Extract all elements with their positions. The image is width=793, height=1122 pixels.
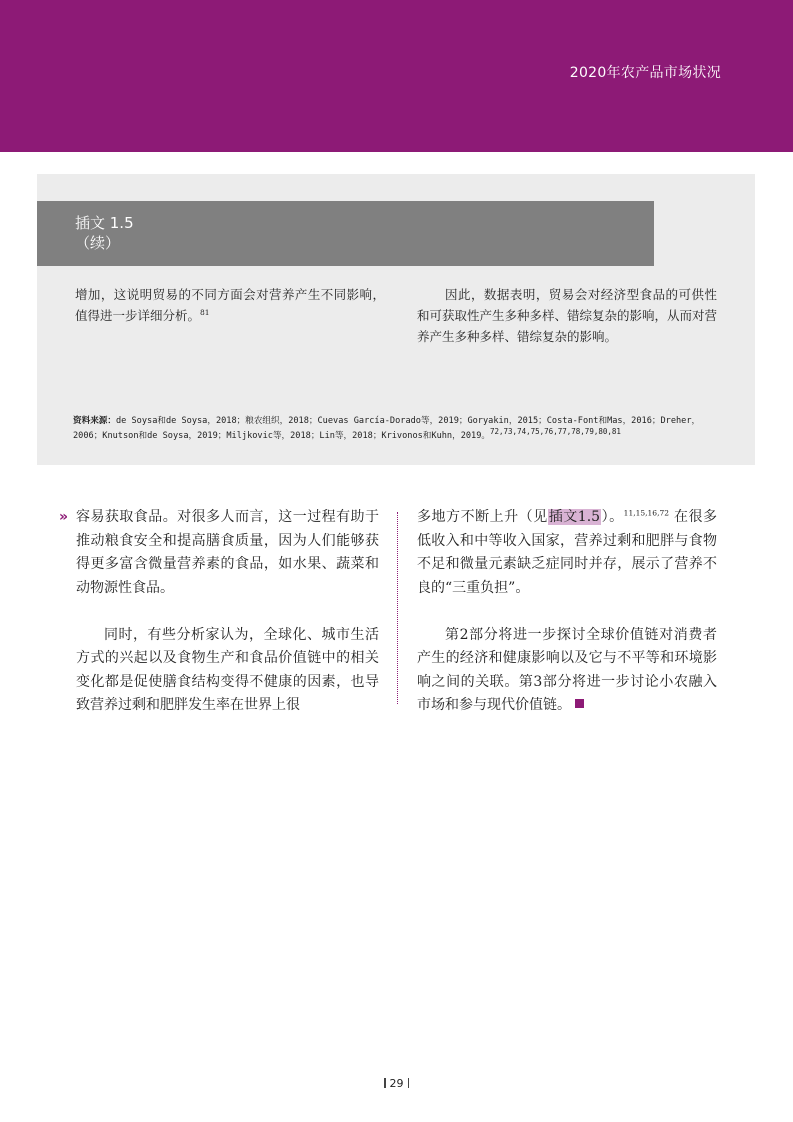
continuation-marker-icon: » xyxy=(59,509,69,525)
box-title xyxy=(75,213,134,253)
page-number-left-bar xyxy=(384,1078,386,1088)
box-sources xyxy=(73,414,723,444)
sources-references: 72,73,74,75,76,77,78,79,80,81 xyxy=(489,427,621,437)
box-right-column xyxy=(417,284,717,347)
header-band xyxy=(0,0,793,152)
box-left-text: 增加，这说明贸易的不同方面会对营养产生不同影响，值得进一步详细分析。 xyxy=(75,287,385,323)
body-right-references: 11,15,16,72 xyxy=(623,508,669,518)
box-title-number: 插文 1.5 xyxy=(75,214,134,232)
box-left-reference: 81 xyxy=(200,307,210,317)
body-left-column xyxy=(76,506,379,718)
body-right-p1-start: 多地方不断上升（见 xyxy=(417,509,548,525)
body-right-p2-text: 第2部分将进一步探讨全球价值链对消费者产生的经济和健康影响以及它与不平等和环境影响之间的关联。第3部分将进一步讨论小农融入市场和参与现代价值链。 xyxy=(417,626,717,713)
sources-text: de Soysa和de Soysa，2018；粮农组织，2018；Cuevas García-Dorado等，2019；Goryakin，2015；Costa-Font和Mas，2016；Dreher，2006；Knutson和de Soysa，2019；Miljkovic等，2018；Lin等，2018；Krivonos和Kuhn，2019。 xyxy=(73,416,701,441)
body-right-paragraph-1 xyxy=(417,506,717,600)
body-left-paragraph-2: 同时，有些分析家认为，全球化、城市生活方式的兴起以及食物生产和食品价值链中的相关变化都是促使膳食结构变得不健康的因素，也导致营养过剩和肥胖发生率在世界上很 xyxy=(76,626,379,713)
box-1-5 xyxy=(37,174,755,465)
box-title-continued: （续） xyxy=(75,234,121,252)
box-left-column xyxy=(75,284,385,326)
body-right-p1-end: 在很多低收入和中等收入国家，营养过剩和肥胖与食物不足和微量元素缺乏症同时并存，展示了营养不良的“三重负担”。 xyxy=(417,509,718,596)
column-divider xyxy=(397,512,398,704)
page-number-value: 29 xyxy=(389,1077,404,1090)
box-right-text: 因此，数据表明，贸易会对经济型食品的可供性和可获取性产生多种多样、错综复杂的影响，从而对营养产生多种多样、错综复杂的影响。 xyxy=(417,287,718,344)
body-right-p1-mid: ）。 xyxy=(601,509,624,525)
box-cross-reference-link[interactable]: 插文1.5 xyxy=(548,509,601,525)
body-left-paragraph-1: 容易获取食品。对很多人而言，这一过程有助于推动粮食安全和提高膳食质量，因为人们能够获得更多富含微量营养素的食品，如水果、蔬菜和动物源性食品。 xyxy=(76,509,379,596)
end-of-section-square-icon xyxy=(575,699,584,708)
running-header-title: 2020年农产品市场状况 xyxy=(569,65,721,81)
body-right-column xyxy=(417,506,717,718)
page-number-right-bar xyxy=(408,1078,410,1088)
page-number xyxy=(0,1077,793,1090)
sources-label: 资料来源： xyxy=(73,416,116,426)
box-title-bar xyxy=(37,201,654,266)
body-right-paragraph-2 xyxy=(417,624,717,718)
